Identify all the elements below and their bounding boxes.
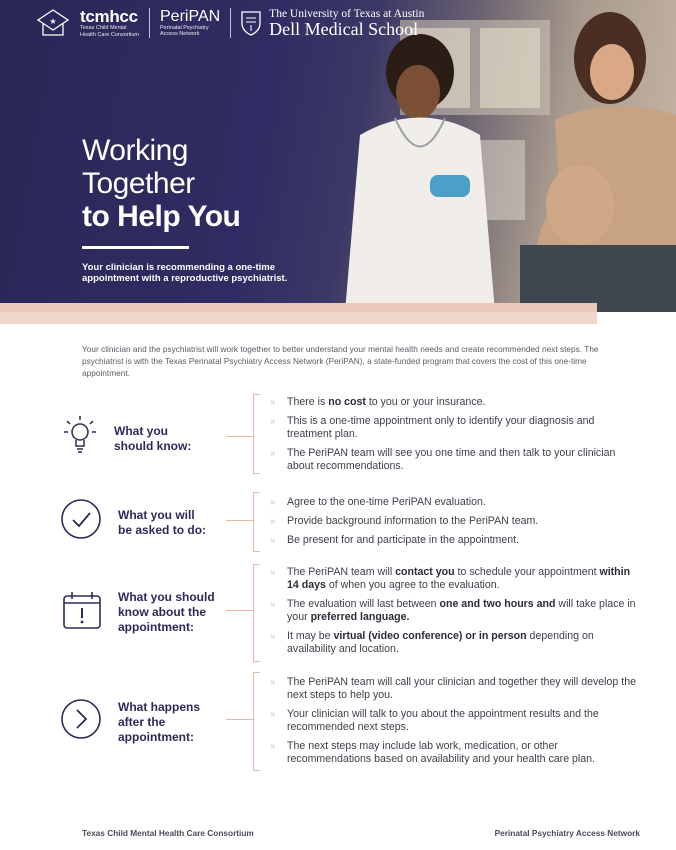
bullet-chevron-icon: » [270,497,274,508]
peripan-subtitle-2: Access Network [160,31,200,37]
bullet-chevron-icon: » [270,741,274,752]
hero-banner [0,0,676,312]
list-item: » Agree to the one-time PeriPAN evaluation. [270,496,486,508]
peripan-logo [160,9,220,38]
logo-divider [230,8,231,38]
logo-divider [149,8,150,38]
hero-title-line: to Help You [82,200,241,233]
bracket-line [253,492,260,552]
connector-line [226,436,253,437]
connector-line [226,610,253,611]
bullet-chevron-icon: » [270,599,274,610]
list-item: » The PeriPAN team will call your clinician and together they will develop the next steps to help you. [270,676,636,701]
bullet-list [270,676,642,772]
bullet-chevron-icon: » [270,516,274,527]
list-item: » The evaluation will last between one and two hours and will take place in your preferred language. [270,598,636,623]
accent-stripe [0,312,597,324]
list-item: » Provide background information to the PeriPAN team. [270,515,539,527]
ut-shield-icon [241,10,261,36]
list-item: » The PeriPAN team will contact you to schedule your appointment within 14 days of when you agree to the evaluation. [270,566,631,591]
dell-med-logo [269,8,424,38]
list-item: » The PeriPAN team will see you one time and then talk to your clinician about recommendations. [270,447,616,472]
hero-subtitle-line: appointment with a reproductive psychiatrist. [82,273,288,284]
hero-title-line: Together [82,167,195,200]
list-item: » It may be virtual (video conference) or in person depending on availability and location. [270,630,594,655]
list-item: » Your clinician will talk to you about the appointment results and the recommended next steps. [270,708,599,733]
section-title-line: know about the [118,605,206,619]
section-title [114,424,191,454]
ut-austin-text: The University of Texas at Austin [269,8,425,20]
bullet-chevron-icon: » [270,709,274,720]
bracket-line [253,672,260,771]
section-title-line: should know: [114,439,192,453]
footer-left: Texas Child Mental Health Care Consortium [82,828,254,838]
calendar-alert-icon [62,590,102,630]
list-item: » The next steps may include lab work, medication, or other recommendations based on availability and your health care plan. [270,740,595,765]
bullet-list [270,396,642,479]
checkmark-circle-icon [60,498,102,540]
tcmhcc-subtitle-2: Health Care Consortium [80,31,139,38]
section-title-line: appointment: [118,730,194,744]
connector-line [226,719,253,720]
peripan-wordmark: PeriPAN [160,7,221,25]
list-item: » This is a one-time appointment only to identify your diagnosis and treatment plan. [270,415,595,440]
bullet-chevron-icon: » [270,677,274,688]
section-title-line: What you should [118,590,215,604]
list-item: » Be present for and participate in the appointment. [270,534,520,546]
hero-subtitle [82,262,342,284]
connector-line [226,520,253,521]
bullet-chevron-icon: » [270,631,274,642]
tcmhcc-wordmark: tcmhcc [80,7,138,26]
bullet-list [270,566,642,662]
tcmhcc-subtitle-1: Texas Child Mental [80,25,127,31]
footer-right: Perinatal Psychiatry Access Network [494,828,640,838]
svg-text:★: ★ [49,17,57,26]
list-item: » There is no cost to you or your insurance. [270,396,486,408]
bullet-list [270,496,642,553]
bracket-line [253,564,260,662]
section-title-line: be asked to do: [118,523,207,537]
bullet-chevron-icon: » [270,448,274,459]
lightbulb-icon [62,412,98,456]
dell-medical-school-text: Dell Medical School [269,19,419,39]
bullet-chevron-icon: » [270,397,274,408]
accent-stripe [0,303,597,312]
section-title-line: What happens [118,700,201,714]
logo-bar [36,6,424,40]
bullet-chevron-icon: » [270,416,274,427]
section-title-line: appointment: [118,620,194,634]
section-title-line: What you [114,424,168,438]
hero-title [82,134,240,233]
intro-paragraph: Your clinician and the psychiatrist will work together to better understand your mental health needs and create recommended next steps. The psychiatrist is with the Texas Perinatal Psychiatry Access Network (PeriPAN), a state-funded program that covers the cost of this one-time appointment. [82,344,599,378]
bracket-line [253,394,260,474]
section-title [118,508,206,538]
chevron-right-circle-icon [60,698,102,740]
section-title [118,590,215,635]
tcmhcc-logo [80,8,139,38]
hero-divider [82,246,189,249]
bullet-chevron-icon: » [270,535,274,546]
section-title-line: What you will [118,508,195,522]
bullet-chevron-icon: » [270,567,274,578]
hero-title-line: Working [82,134,188,167]
section-title-line: after the [118,715,166,729]
section-title [118,700,200,745]
hero-subtitle-line: Your clinician is recommending a one-time [82,262,276,273]
tcmhcc-logo-icon [36,8,70,38]
peripan-subtitle-1: Perinatal Psychiatry [160,24,209,31]
